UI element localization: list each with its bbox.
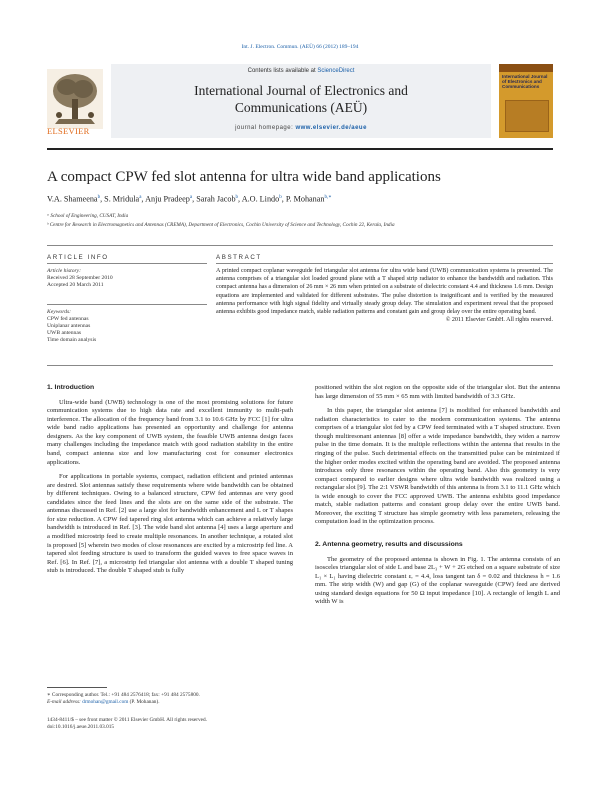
journal-cover-thumbnail — [499, 64, 553, 138]
section-rule-bottom — [47, 365, 553, 366]
section-heading-antenna-geometry: 2. Antenna geometry, results and discussions — [315, 541, 463, 548]
keyword-item: Uniplanar antennas — [47, 323, 91, 329]
elsevier-tree-logo — [47, 64, 103, 134]
paragraph: positioned within the slot region on the opposite side of the triangular slot. But the antenna has large dimension of 55 mm × 65 mm with limited bandwidth of 3.3 GHz. — [315, 384, 560, 400]
paragraph: In this paper, the triangular slot antenna [7] is modified for enhanced bandwidth and radiation characteristics to cater to the modern communication systems. The antenna comprises of a triangular slot fed by a CPW feed terminated with a T shaped structure. Even though multiresonant antennas [8] offer a wide impedance bandwidth, they widen a narrow pulse in the time domain. It is the multiple reflections within the antenna that results in the ringing of the pulse. Such detrimental effects on the transmitted pulse can be minimized if the higher order modes excited within the operating band are avoided. The proposed antenna introduces only three resonances within the operating band. Also this geometry is very compact compared to earlier designs where ultra wide bandwidth was realized using a rectangular slot [9]. The 2:1 VSWR bandwidth of this antenna is from 3.1 to 11.1 GHz which is wide enough to cover the FCC approved UWB. The antenna exhibits good impedance match, stable radiation patterns and constant group delay over the entire UWB band. Moreover, the exciting T structure has simple geometry with less parameters, releasing the computation load in the optimization process. — [315, 407, 560, 526]
keyword-item: Time domain analysis — [47, 337, 97, 343]
email-suffix: (P. Mohanan). — [128, 699, 160, 705]
author-separator: , — [238, 194, 242, 204]
journal-title-line1: International Journal of Electronics and — [194, 83, 408, 98]
issn-line: 1434-8411/$ – see front matter © 2011 Elsevier GmbH. All rights reserved. — [47, 717, 208, 723]
author-name: S. Mridula — [104, 194, 140, 204]
body-left-column — [47, 384, 293, 576]
article-title: A compact CPW fed slot antenna for ultra wide band applications — [47, 169, 441, 185]
abstract-body — [216, 267, 553, 324]
body-right-column — [315, 384, 560, 607]
journal-banner — [111, 64, 491, 138]
received-date: Received 28 September 2010 — [47, 275, 113, 281]
doi-link[interactable]: doi:10.1016/j.aeue.2011.03.015 — [47, 724, 115, 730]
author-separator: , — [281, 194, 286, 204]
publisher-name: ELSEVIER — [47, 126, 90, 136]
sciencedirect-link[interactable]: ScienceDirect — [317, 68, 355, 74]
author-name: A.O. Lindo — [241, 194, 280, 204]
paragraph: The geometry of the proposed antenna is shown in Fig. 1. The antenna consists of an isosceles triangular slot of side L and base 2L₃ + W + 2G etched on a square substrate of size L₁ × L₁ having dielectric constant εᵣ = 4.4, loss tangent tan δ = 0.02 and thickness h = 1.6 mm. The strip width (W) and gap (G) of the coplanar waveguide (CPW) feed are derived using standard design equations for 50 Ω input impedance [10]. A rectangle of length L and width W is — [315, 555, 560, 606]
author-name: P. Mohanan — [285, 194, 325, 204]
article-info-rule — [47, 263, 207, 264]
author-affiliation-marker[interactable]: b — [279, 195, 282, 200]
contents-prefix: Contents lists available at — [247, 68, 318, 74]
author-list — [47, 194, 567, 204]
author-affiliation-marker[interactable]: a — [189, 195, 193, 200]
email-link[interactable]: drmohan@gmail.com — [82, 699, 129, 705]
keywords-rule — [47, 304, 207, 305]
corresponding-author-note: ∗ Corresponding author. Tel.: +91 484 2576418; fax: +91 484 2575800. — [47, 692, 200, 698]
author-separator: , — [192, 194, 197, 204]
article-history — [47, 268, 207, 289]
abstract-copyright: © 2011 Elsevier GmbH. All rights reserved. — [445, 317, 553, 324]
author-name: Sarah Jacob — [196, 194, 236, 204]
section-heading-introduction: 1. Introduction — [47, 384, 95, 391]
journal-title-line2: Communications (AEÜ) — [234, 100, 368, 115]
author-separator: , — [141, 194, 146, 204]
history-label: Article history: — [47, 268, 82, 274]
email-label: E-mail address: — [47, 699, 83, 705]
abstract-heading: ABSTRACT — [216, 254, 262, 261]
cover-image — [505, 100, 549, 132]
cover-title: International Journal of Electronics and Communications — [502, 74, 548, 90]
paragraph: For applications in portable systems, compact, radiation efficient and printed antennas are desired. Slot antennas satisfy these requirements where wide bandwidth can be obtained by different techniques. Owing to a balanced structure, CPW fed antennas are very good candidates since the feed lines and the slots are on the same side of the substrate. The antennas discussed in Ref. [2] use a large slot for bandwidth enhancement and L or T shapes for size reduction. A CPW fed tapered ring slot antenna which can achieve a relatively large bandwidth is introduced in Ref. [3]. The wide band slot antenna [4] uses a large aperture and a modified microstrip feed to create multiple resonances. In another technique, a rotated slot is proposed [5] wherein two modes of close resonances are excited by a microstrip fed line. A tapered slot feeding structure is used to transform the guided waves to free space waves in Ref. [6]. In Ref. [7], a microstrip fed triangular slot antenna with a double T shaped tuning stub is introduced. The double T shaped stub is fully — [47, 473, 293, 575]
abstract-rule — [216, 263, 553, 264]
footnotes — [47, 692, 297, 706]
author-name: V.A. Shameena — [47, 194, 98, 204]
author-affiliation-marker[interactable]: b — [97, 195, 101, 200]
journal-reference[interactable]: Int. J. Electron. Commun. (AEÜ) 66 (2012) 189–194 — [241, 44, 359, 50]
author-affiliation-marker[interactable]: b,∗ — [324, 195, 332, 200]
abstract-text: A printed compact coplanar waveguide fed triangular slot antenna for ultra wide band (UWB) communication systems is presented. The antenna comprises of a triangular slot loaded ground plane with a T shaped strip radiator to enhance the bandwidth and radiation. This compact antenna has a dimension of 26 mm × 26 mm when printed on a substrate of dielectric constant 4.4 and thickness 1.6 mm. Design equations are implemented and validated for different substrates. The pulse distortion is insignificant and is verified by the measured antenna performance with high signal fidelity and virtually steady group delay. The simulation and experiment reveal that the proposed antenna exhibits good impedance match, stable radiation patterns and constant gain and group delay over the entire operating band. — [216, 268, 553, 316]
author-name: Anju Pradeep — [145, 194, 190, 204]
header-rule — [47, 148, 553, 150]
keywords-block — [47, 309, 207, 344]
journal-title — [121, 82, 481, 116]
journal-homepage — [111, 125, 491, 131]
journal-header — [47, 64, 553, 144]
author-affiliation-marker[interactable]: a — [139, 195, 142, 200]
affiliation-a: ᵃ School of Engineering, CUSAT, India — [47, 213, 129, 219]
section-rule-top — [47, 245, 553, 246]
paragraph: Ultra-wide band (UWB) technology is one of the most promising solutions for future communication systems due to high data rate and excellent immunity to multi-path interference. The allocation of the frequency band from 3.1 to 10.6 GHz by FCC [1] for ultra wide band radio applications has presented an opportunity and challenge for antenna designers. As the key component of UWB system, the feasible UWB antenna design faces many challenges including the impedance match with good radiation stability in the entire band, compact antenna size and low manufacturing cost for consumer electronics applications. — [47, 398, 293, 466]
affiliation-b: ᵇ Centre for Research in Electromagnetics and Antennas (CREMA), Department of Electronics, Cochin University of Science and Technology, Cochin 22, Kerala, India — [47, 222, 395, 228]
homepage-prefix: journal homepage: — [235, 125, 296, 131]
contents-line — [111, 68, 491, 74]
keyword-item: UWB antennas — [47, 330, 82, 336]
publication-info — [47, 717, 297, 731]
article-info-heading: ARTICLE INFO — [47, 254, 109, 261]
author-affiliation-marker[interactable]: b — [235, 195, 239, 200]
homepage-link[interactable]: www.elsevier.de/aeue — [295, 125, 367, 131]
author-separator: , — [100, 194, 105, 204]
keyword-item: CPW fed antennas — [47, 316, 89, 322]
keywords-label: Keywords: — [47, 309, 72, 315]
accepted-date: Accepted 20 March 2011 — [47, 282, 104, 288]
email-line — [47, 699, 297, 706]
footnote-rule — [47, 687, 107, 688]
